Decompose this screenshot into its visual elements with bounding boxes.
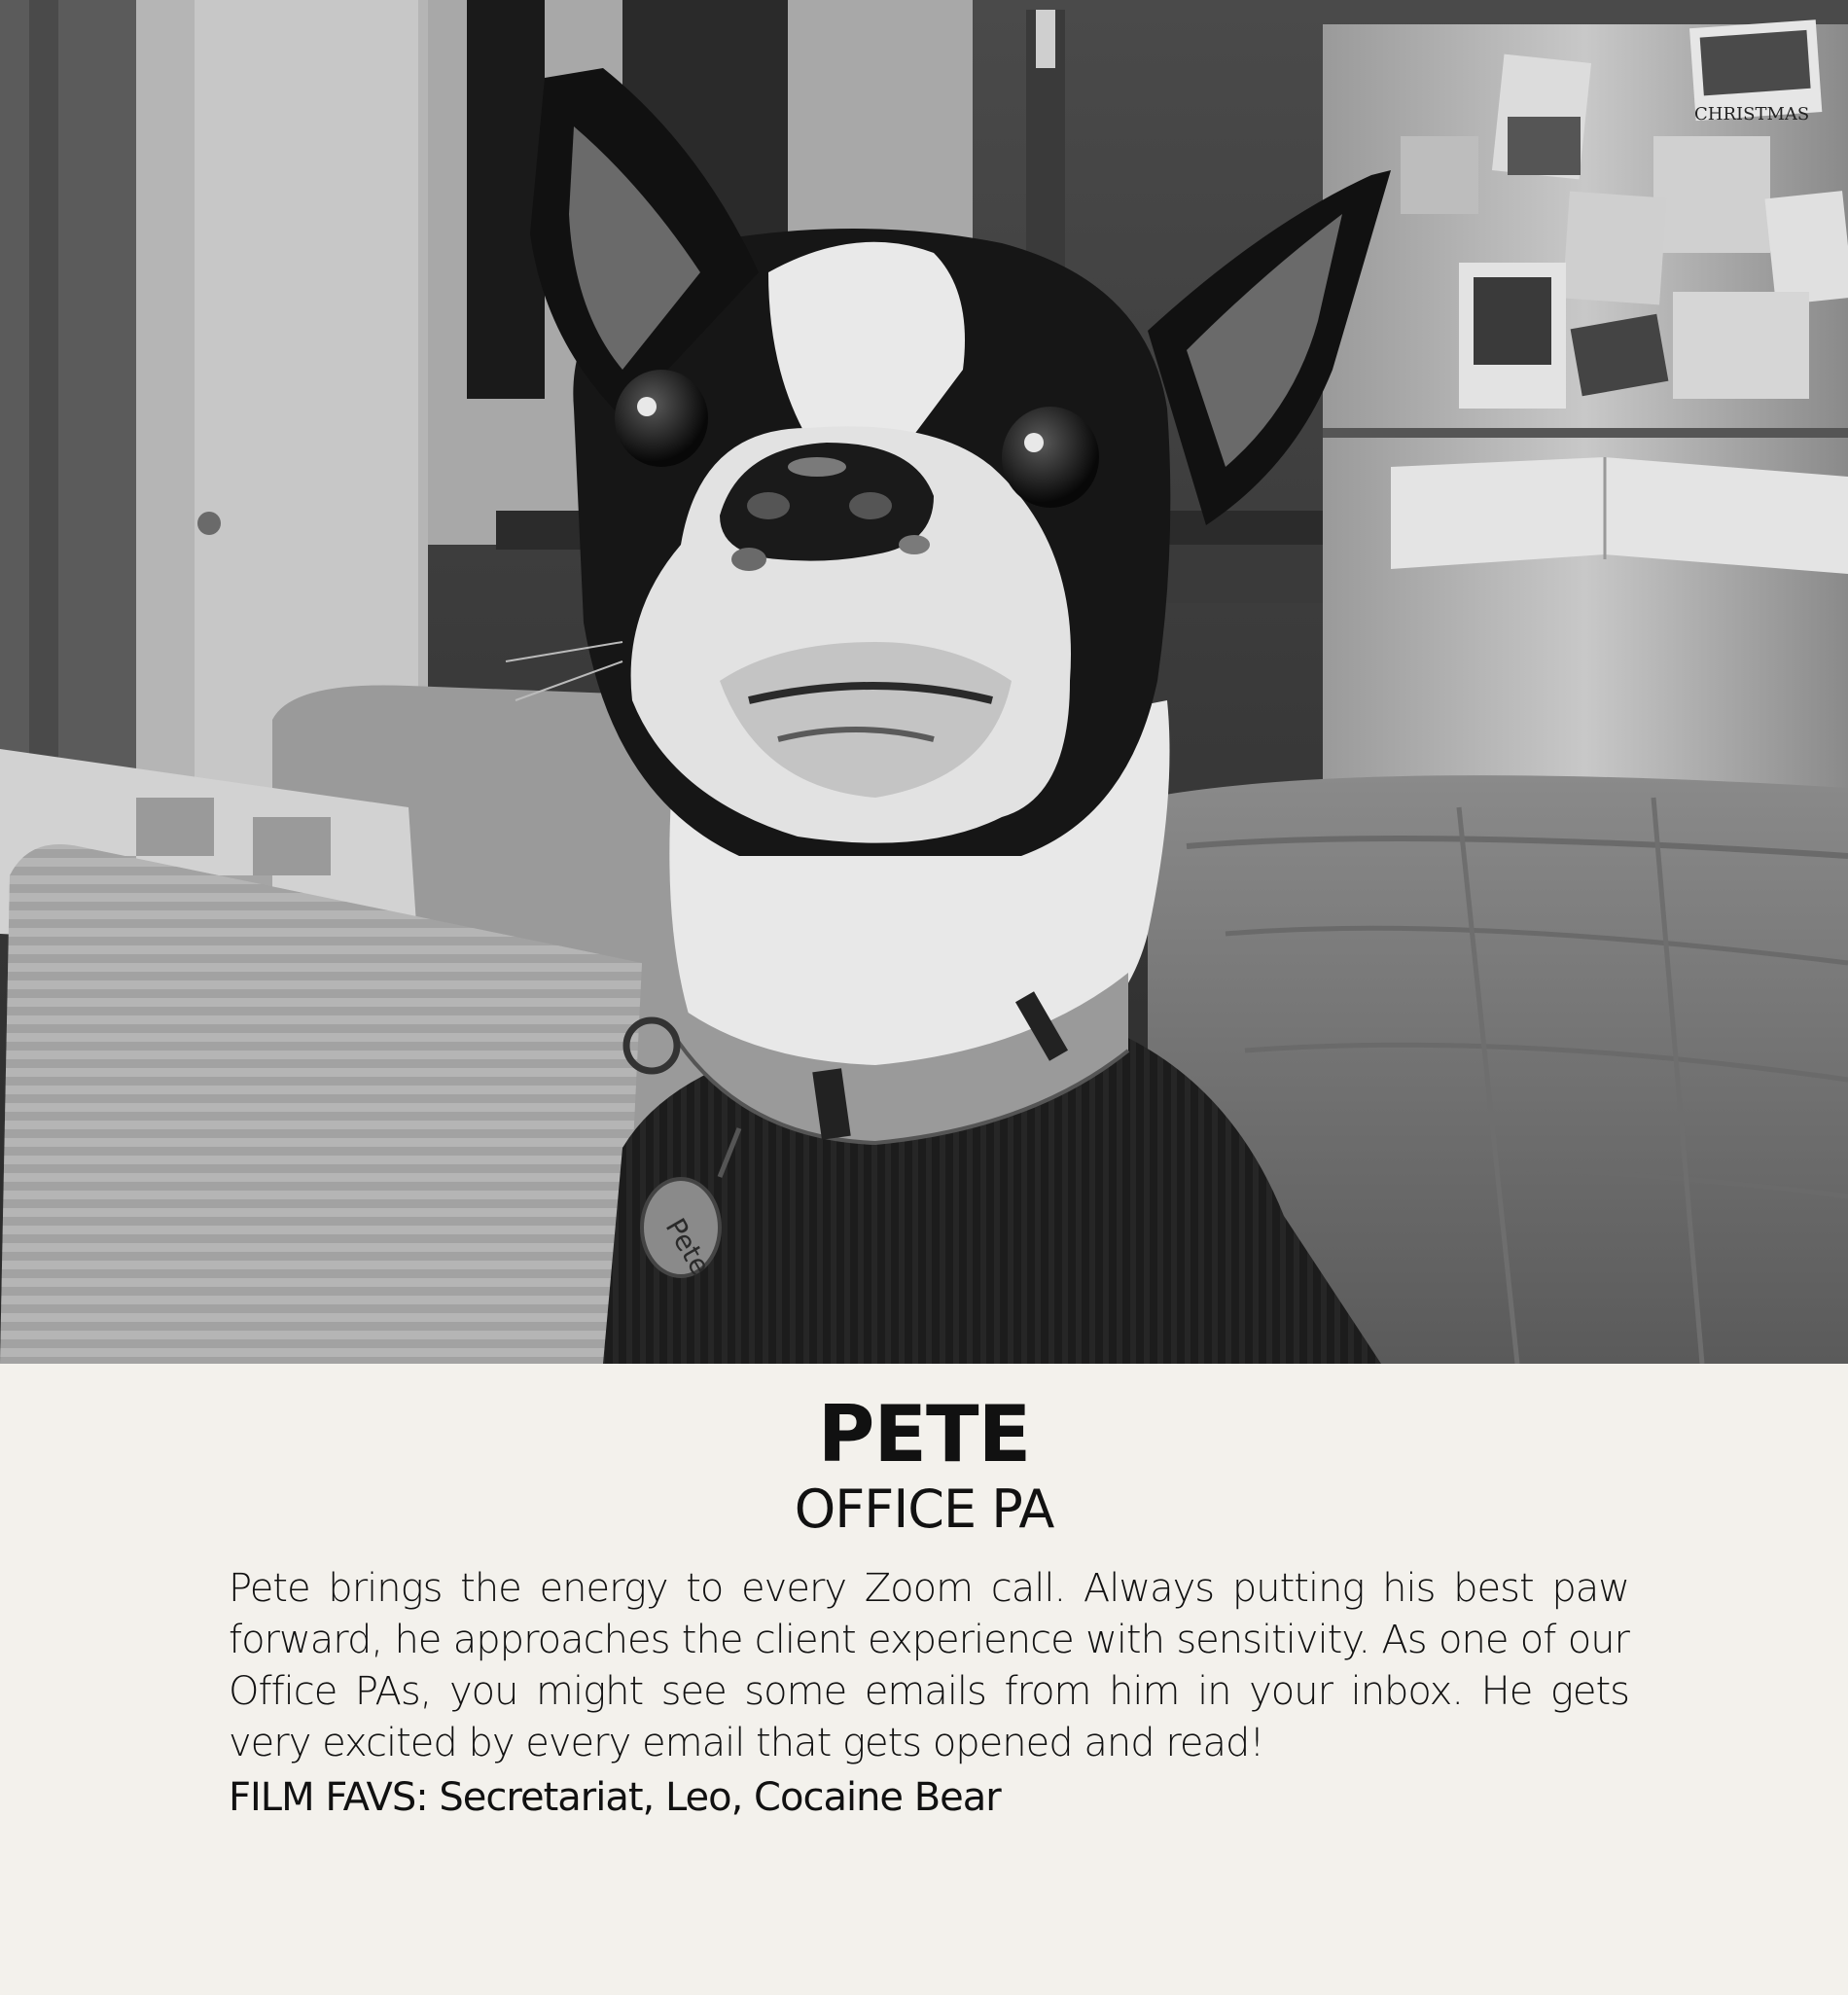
profile-role: OFFICE PA <box>794 1478 1054 1540</box>
profile-text <box>0 1364 1848 1995</box>
film-favs: FILM FAVS: Secretariat, Leo, Cocaine Bear <box>229 1775 1001 1820</box>
dog-tag-text: Pete <box>658 1212 717 1281</box>
profile-bio: Pete brings the energy to every Zoom call. Always putting his best paw forward, he approaches the client experience with sensitivity. As one of our Office PAs, you might see some emails from him in your inbox. He gets very excited by every email that gets opened and read! <box>229 1566 1629 1765</box>
fridge-card-text: CHRISTMAS <box>1694 104 1810 125</box>
profile-name: PETE <box>817 1389 1031 1479</box>
